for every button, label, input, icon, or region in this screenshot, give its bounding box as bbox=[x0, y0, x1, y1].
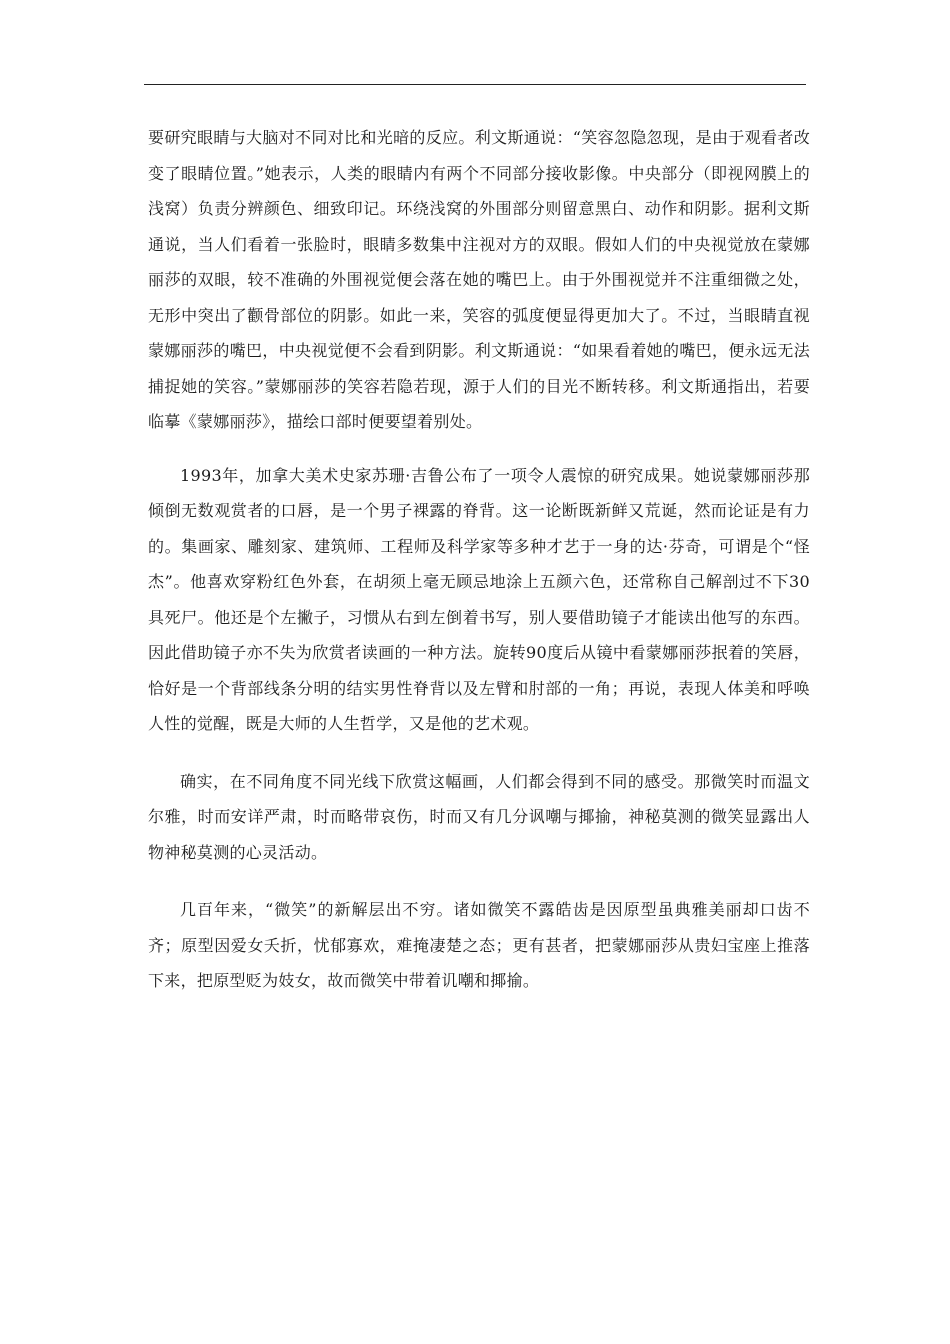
header-rule bbox=[144, 84, 806, 85]
document-body bbox=[148, 120, 810, 1021]
paragraph-1: 要研究眼睛与大脑对不同对比和光暗的反应。利文斯通说：“笑容忽隐忽现，是由于观看者改变了眼睛位置。”她表示，人类的眼睛内有两个不同部分接收影像。中央部分（即视网膜上的浅窝）负责分辨颜色、细致印记。环绕浅窝的外围部分则留意黑白、动作和阴影。据利文斯通说，当人们看着一张脸时，眼睛多数集中注视对方的双眼。假如人们的中央视觉放在蒙娜丽莎的双眼，较不准确的外围视觉便会落在她的嘴巴上。由于外围视觉并不注重细微之处，无形中突出了颧骨部位的阴影。如此一来，笑容的弧度便显得更加大了。不过，当眼睛直视蒙娜丽莎的嘴巴，中央视觉便不会看到阴影。利文斯通说：“如果看着她的嘴巴，便永远无法捕捉她的笑容。”蒙娜丽莎的笑容若隐若现，源于人们的目光不断转移。利文斯通指出，若要临摹《蒙娜丽莎》，描绘口部时便要望着别处。 bbox=[148, 128, 810, 431]
paragraph-3: 确实，在不同角度不同光线下欣赏这幅画，人们都会得到不同的感受。那微笑时而温文尔雅，时而安详严肃，时而略带哀伤，时而又有几分讽嘲与揶揄，神秘莫测的微笑显露出人物神秘莫测的心灵活动。 bbox=[148, 771, 810, 862]
paragraph-4: 几百年来，“微笑”的新解层出不穷。诸如微笑不露皓齿是因原型虽典雅美丽却口齿不齐；原型因爱女夭折，忧郁寡欢，难掩凄楚之态；更有甚者，把蒙娜丽莎从贵妇宝座上推落下来，把原型贬为妓女，故而微笑中带着讥嘲和揶揄。 bbox=[148, 900, 810, 990]
paragraph-2: 1993年，加拿大美术史家苏珊·吉鲁公布了一项令人震惊的研究成果。她说蒙娜丽莎那倾倒无数观赏者的口唇，是一个男子裸露的脊背。这一论断既新鲜又荒诞，然而论证是有力的。集画家、雕刻家、建筑师、工程师及科学家等多种才艺于一身的达·芬奇，可谓是个“怪杰”。他喜欢穿粉红色外套，在胡须上毫无顾忌地涂上五颜六色，还常称自己解剖过不下30具死尸。他还是个左撇子，习惯从右到左倒着书写，别人要借助镜子才能读出他写的东西。因此借助镜子亦不失为欣赏者读画的一种方法。旋转90度后从镜中看蒙娜丽莎抿着的笑唇，恰好是一个背部线条分明的结实男性脊背以及左臂和肘部的一角；再说，表现人体美和呼唤人性的觉醒，既是大师的人生哲学，又是他的艺术观。 bbox=[148, 465, 810, 733]
